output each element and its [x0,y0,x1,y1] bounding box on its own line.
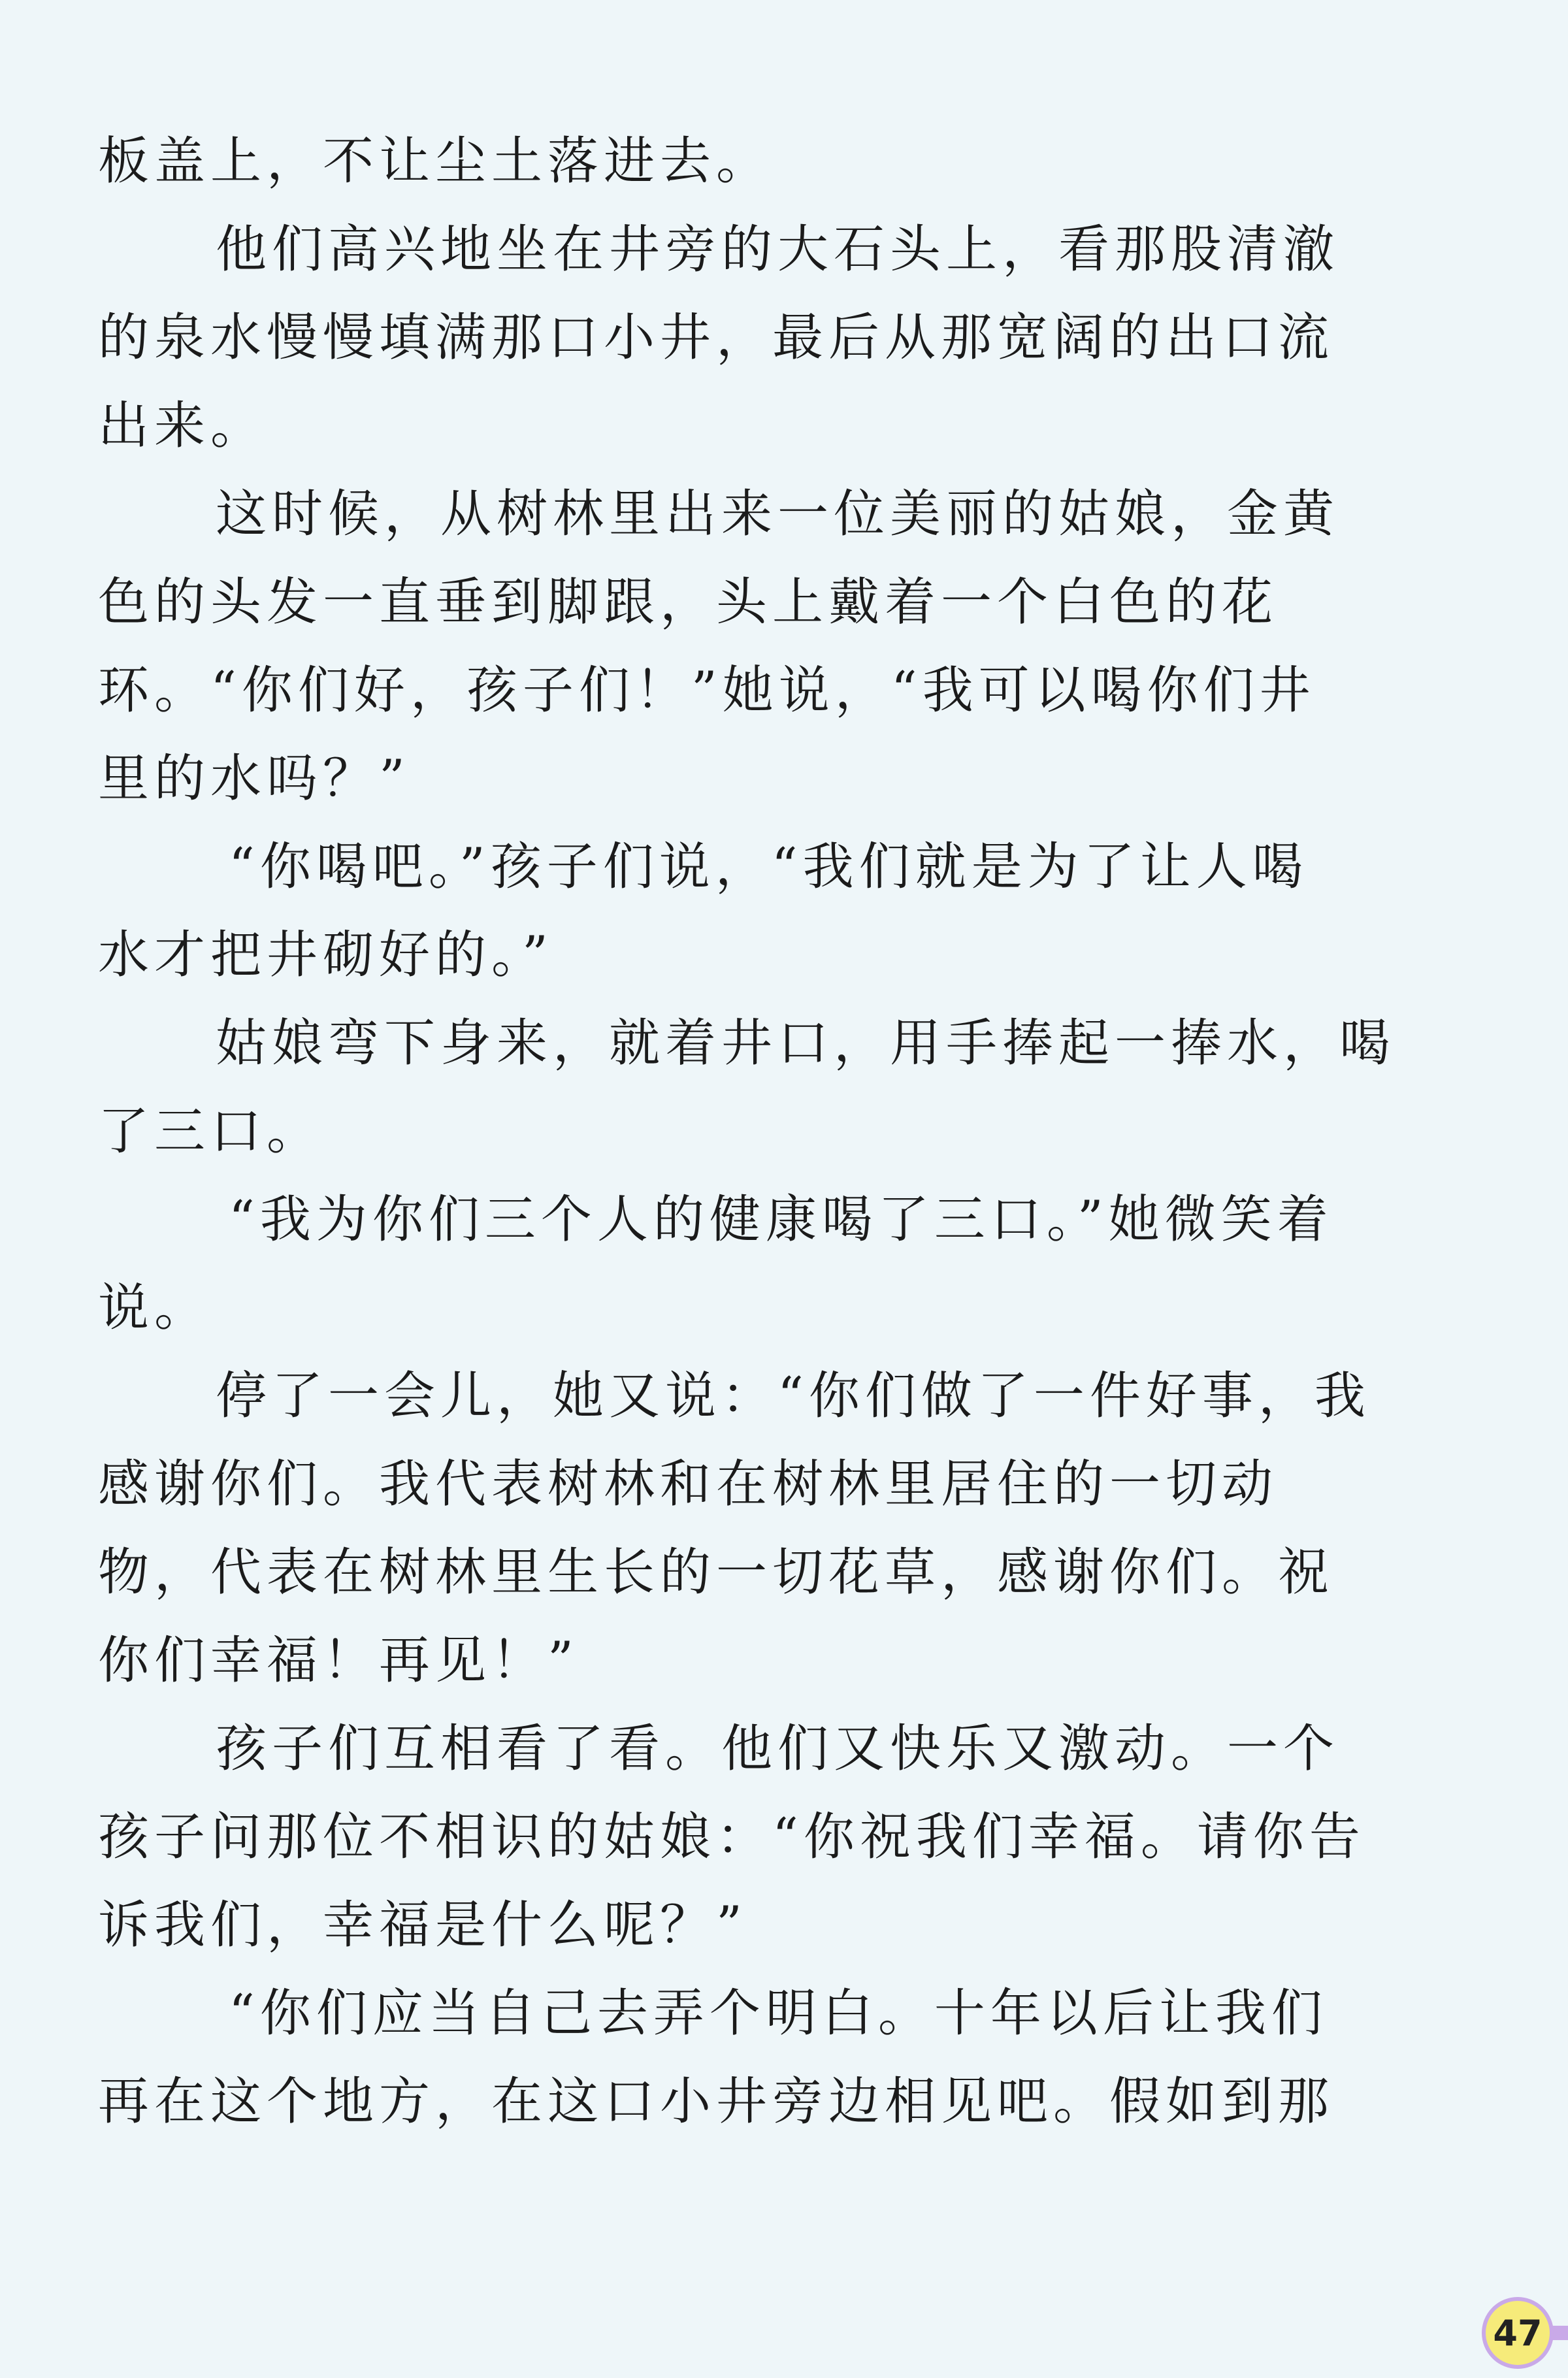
text-line: 孩子问那位不相识的姑娘：“你祝我们幸福。请你告 [98,1808,1365,1866]
text-line: 水才把井砌好的。” [98,926,553,985]
text-line: 再在这个地方，在这口小井旁边相见吧。假如到那 [98,2072,1335,2131]
text-line: 板盖上，不让尘土落进去。 [98,132,773,191]
text-line: “你们应当自己去弄个明白。十年以后让我们 [229,1984,1328,2043]
text-line: 孩子们互相看了看。他们又快乐又激动。一个 [216,1719,1340,1778]
text-line: 里的水吗？” [98,749,410,808]
text-line: 你们幸福！再见！” [98,1631,579,1690]
text-line: “你喝吧。”孩子们说，“我们就是为了让人喝 [229,838,1309,896]
text-line: 感谢你们。我代表树林和在树林里居住的一切动 [98,1455,1279,1514]
text-line: 的泉水慢慢填满那口小井，最后从那宽阔的出口流 [98,308,1335,367]
text-line: 说。 [98,1279,211,1337]
text-line: 停了一会儿，她又说：“你们做了一件好事，我 [216,1367,1371,1425]
text-line: 诉我们，幸福是什么呢？” [98,1896,747,1955]
text-line: 出来。 [98,397,267,455]
page-number-badge [1482,2297,1554,2369]
text-line: 环。“你们好，孩子们！”她说，“我可以喝你们井 [98,661,1316,720]
text-line: “我为你们三个人的健康喝了三口。”她微笑着 [229,1190,1333,1249]
page-number: 47 [1493,2312,1543,2354]
text-line: 这时候，从树林里出来一位美丽的姑娘，金黄 [216,485,1340,544]
text-line: 了三口。 [98,1102,323,1161]
text-line: 物，代表在树林里生长的一切花草，感谢你们。祝 [98,1543,1335,1602]
text-line: 色的头发一直垂到脚跟，头上戴着一个白色的花 [98,573,1279,632]
text-line: 他们高兴地坐在井旁的大石头上，看那股清澈 [216,220,1340,279]
story-text [98,118,1457,2146]
text-line: 姑娘弯下身来，就着井口，用手捧起一捧水，喝 [216,1014,1396,1073]
